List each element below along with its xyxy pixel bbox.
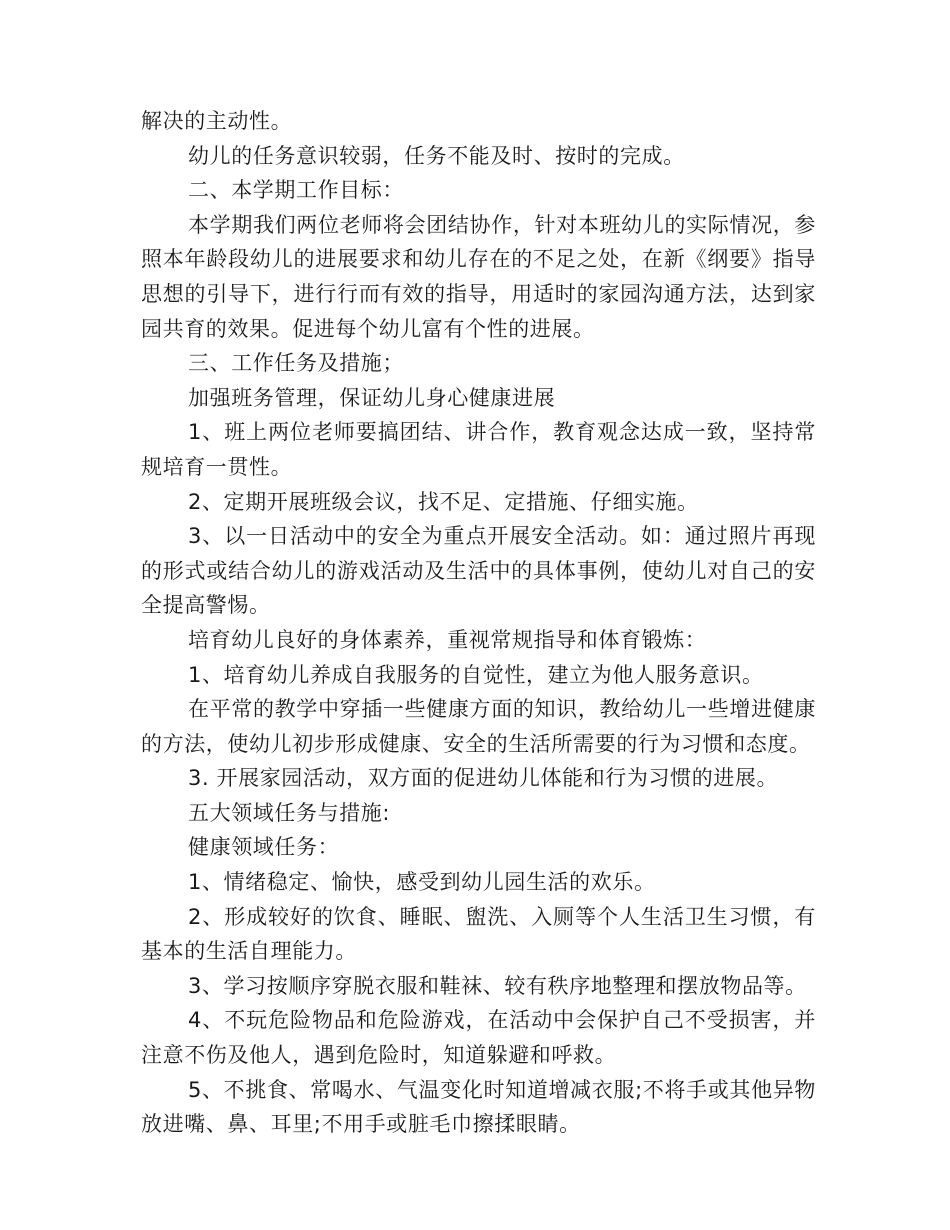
list-item: 3、学习按顺序穿脱衣服和鞋袜、较有秩序地整理和摆放物品等。 xyxy=(188,973,807,998)
paragraph-semester-goals: 本学期我们两位老师将会团结协作，针对本班幼儿的实际情况，参照本年龄段幼儿的进展要求和幼儿存在的不足之处，在新《纲要》指导思想的引导下，进行行而有效的指导，用适时的家园沟通方法，达到家园共育的效果。促进每个幼儿富有个性的进展。 xyxy=(141,212,816,341)
list-item: 2、形成较好的饮食、睡眠、盥洗、入厕等个人生活卫生习惯，有基本的生活自理能力。 xyxy=(141,904,816,964)
document-body xyxy=(141,104,816,1142)
paragraph-continuation: 解决的主动性。 xyxy=(141,109,293,133)
list-item: 5、不挑食、常喝水、气温变化时知道增减衣服;不将手或其他异物放进嘴、鼻、耳里;不用手或脏毛巾擦揉眼睛。 xyxy=(141,1077,816,1137)
heading-tasks-measures: 三、工作任务及措施； xyxy=(188,351,404,376)
heading-five-domains: 五大领域任务与措施: xyxy=(188,800,391,825)
list-item: 3、以一日活动中的安全为重点开展安全活动。如：通过照片再现的形式或结合幼儿的游戏活动及生活中的具体事例，使幼儿对自己的安全提高警惕。 xyxy=(141,524,816,618)
list-item: 1、班上两位老师要搞团结、讲合作，教育观念达成一致，坚持常规培育一贯性。 xyxy=(141,420,816,479)
heading-semester-goals: 二、本学期工作目标： xyxy=(188,178,404,203)
subheading-class-management: 加强班务管理，保证幼儿身心健康进展 xyxy=(188,385,556,410)
paragraph-task-awareness: 幼儿的任务意识较弱，任务不能及时、按时的完成。 xyxy=(188,143,685,168)
subheading-physical-quality: 培育幼儿良好的身体素养，重视常规指导和体育锻炼： xyxy=(188,627,707,652)
list-item: 1、情绪稳定、愉快，感受到幼儿园生活的欢乐。 xyxy=(188,870,656,895)
list-item: 2、定期开展班级会议，找不足、定措施、仔细实施。 xyxy=(188,489,699,514)
list-item: 1、培育幼儿养成自我服务的自觉性，建立为他人服务意识。 xyxy=(188,662,764,687)
paragraph-health-knowledge: 在平常的教学中穿插一些健康方面的知识，教给幼儿一些增进健康的方法，使幼儿初步形成健康、安全的生活所需要的行为习惯和态度。 xyxy=(141,697,816,756)
list-item: 4、不玩危险物品和危险游戏，在活动中会保护自己不受损害，并注意不伤及他人，遇到危险时，知道躲避和呼救。 xyxy=(141,1008,816,1068)
subheading-health-domain: 健康领域任务： xyxy=(188,835,340,860)
list-item: 3. 开展家园活动，双方面的促进幼儿体能和行为习惯的进展。 xyxy=(188,766,779,791)
